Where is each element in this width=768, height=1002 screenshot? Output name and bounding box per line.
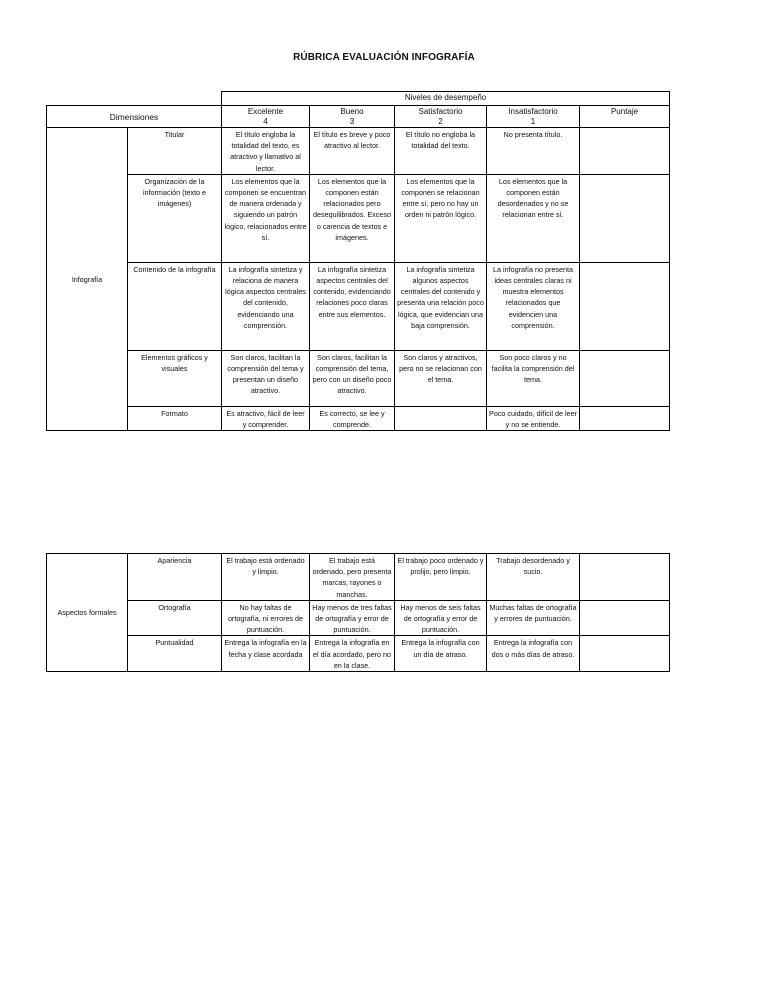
descriptor-cell: Trabajo desordenado y sucio. <box>487 554 580 601</box>
descriptor-cell: La infografía sintetiza aspectos centrales del contenido, evidenciando relaciones poco claras entre sus elementos. <box>310 262 395 350</box>
descriptor-cell: No presenta título. <box>487 128 580 175</box>
criterion-cell: Ortografía <box>128 600 222 636</box>
descriptor-cell: Muchas faltas de ortografía y errores de puntuación. <box>487 600 580 636</box>
score-cell <box>580 554 670 601</box>
rubric-table-infografia <box>46 91 670 431</box>
descriptor-cell: Los elementos que la componen están relacionados pero desequilibrados. Exceso o carencia de textos e imágenes. <box>310 174 395 262</box>
criterion-cell: Elementos gráficos y visuales <box>128 350 222 406</box>
descriptor-cell: El trabajo poco ordenado y prolijo, pero limpio. <box>395 554 487 601</box>
dimensions-header: Dimensiones <box>47 106 222 128</box>
score-cell <box>580 350 670 406</box>
criterion-cell: Apariencia <box>128 554 222 601</box>
score-header: Puntaje <box>580 106 670 128</box>
descriptor-cell: Son claros, facilitan la comprensión del tema y presentan un diseño atractivo. <box>222 350 310 406</box>
criterion-cell: Contenido de la infografía <box>128 262 222 350</box>
descriptor-cell: No hay faltas de ortografía, ni errores de puntuación. <box>222 600 310 636</box>
score-cell <box>580 174 670 262</box>
criterion-cell: Organización de la información (texto e imágenes) <box>128 174 222 262</box>
descriptor-cell: Son poco claros y no facilita la comprensión del tema. <box>487 350 580 406</box>
descriptor-cell: La infografía no presenta ideas centrales claras ni muestra elementos relacionados que evidencien una comprensión. <box>487 262 580 350</box>
descriptor-cell: Son claros, facilitan la comprensión del tema, pero con un diseño poco atractivo. <box>310 350 395 406</box>
descriptor-cell: El título no engloba la totalidad del texto. <box>395 128 487 175</box>
descriptor-cell: Son claros y atractivos, pero no se relacionan con el tema. <box>395 350 487 406</box>
score-cell <box>580 262 670 350</box>
level-header-insatisfactorio: Insatisfactorio 1 <box>487 106 580 128</box>
descriptor-cell: El título es breve y poco atractivo al lector. <box>310 128 395 175</box>
dimension-cell: Aspectos formales <box>47 554 128 672</box>
score-cell <box>580 636 670 672</box>
descriptor-cell: El título engloba la totalidad del texto, es atractivo y llamativo al lector. <box>222 128 310 175</box>
blank-corner <box>128 92 222 106</box>
descriptor-cell: Entrega la infografía con dos o más días de atraso. <box>487 636 580 672</box>
descriptor-cell: Es atractivo, fácil de leer y comprender. <box>222 406 310 430</box>
descriptor-cell <box>395 406 487 430</box>
descriptor-cell: Hay menos de tres faltas de ortografía y error de puntuación. <box>310 600 395 636</box>
page-title: RÚBRICA EVALUACIÓN INFOGRAFÍA <box>293 52 475 63</box>
level-header-bueno: Bueno 3 <box>310 106 395 128</box>
score-cell <box>580 600 670 636</box>
score-cell <box>580 406 670 430</box>
levels-header: Niveles de desempeño <box>222 92 670 106</box>
descriptor-cell: Hay menos de seis faltas de ortografía y error de puntuación. <box>395 600 487 636</box>
score-cell <box>580 128 670 175</box>
descriptor-cell: Entrega la infografía con un día de atraso. <box>395 636 487 672</box>
descriptor-cell: La infografía sintetiza algunos aspectos centrales del contenido y presenta una relación poco lógica, que evidencian una baja comprensión. <box>395 262 487 350</box>
descriptor-cell: El trabajo está ordenado y limpio. <box>222 554 310 601</box>
descriptor-cell: Entrega la infografía en el día acordado, pero no en la clase. <box>310 636 395 672</box>
dimension-cell: Infografía <box>47 128 128 431</box>
blank-corner <box>47 92 128 106</box>
criterion-cell: Titular <box>128 128 222 175</box>
descriptor-cell: Entrega la infografía en la fecha y clase acordada <box>222 636 310 672</box>
rubric-table-aspectos-formales <box>46 553 670 672</box>
descriptor-cell: Los elementos que la componen están desordenados y no se relacionan entre sí. <box>487 174 580 262</box>
level-header-excelente: Excelente 4 <box>222 106 310 128</box>
level-header-satisfactorio: Satisfactorio 2 <box>395 106 487 128</box>
descriptor-cell: Es correcto, se lee y comprende. <box>310 406 395 430</box>
descriptor-cell: Los elementos que la componen se encuentran de manera ordenada y siguiendo un patrón lógico, relacionados entre sí. <box>222 174 310 262</box>
descriptor-cell: El trabajo está ordenado, pero presenta marcas, rayones o manchas. <box>310 554 395 601</box>
criterion-cell: Formato <box>128 406 222 430</box>
descriptor-cell: La infografía sintetiza y relaciona de manera lógica aspectos centrales del contenido, evidenciando una comprensión. <box>222 262 310 350</box>
descriptor-cell: Poco cuidado, difícil de leer y no se entiende. <box>487 406 580 430</box>
criterion-cell: Puntualidad <box>128 636 222 672</box>
descriptor-cell: Los elementos que la componen se relacionan entre sí, pero no hay un orden ni patrón lógico. <box>395 174 487 262</box>
